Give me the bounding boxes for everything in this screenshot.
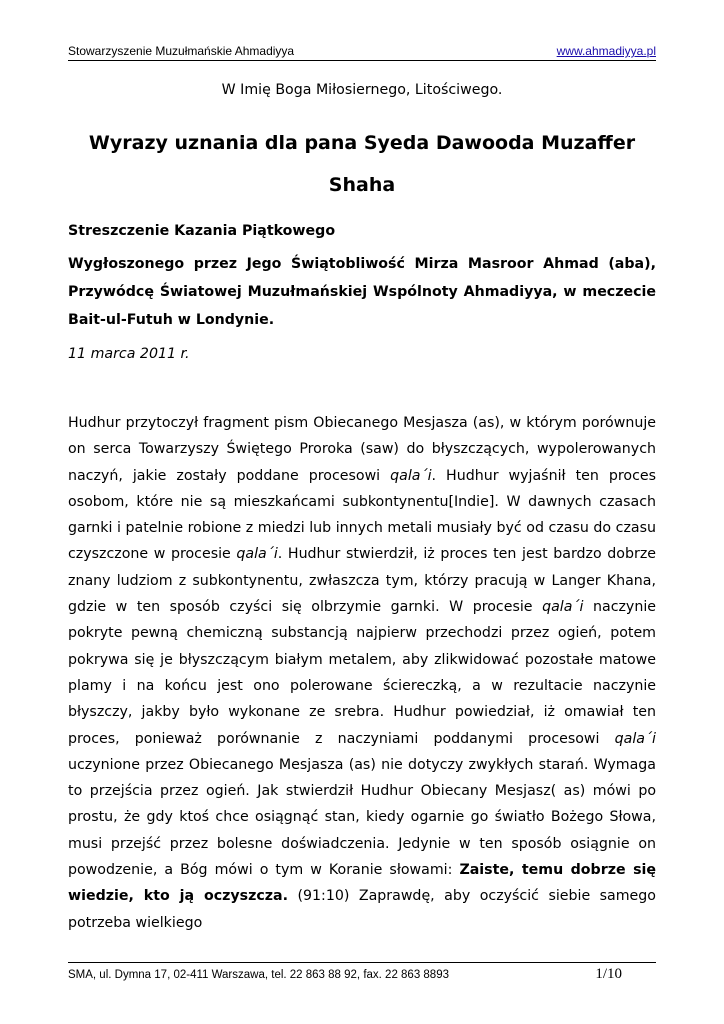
delivered-by: Wygłoszonego przez Jego Świątobliwość Mirza Masroor Ahmad (aba), Przywódcę Światowej Muzułmańskiej Wspólnoty Ahmadiyya, w meczecie Bait-ul-Futuh w Londynie. (68, 256, 656, 328)
body-text-segment: . Hudhur stwierdził, iż proces ten jest bardzo dobrze znany ludziom z subkontynentu, zwłaszcza tym, którzy pracują w Langer Khana, gdzie w ten sposób czyści się olbrzymie garnki. W procesie (68, 546, 656, 616)
body-text-segment: (91:10) Zaprawdę, aby oczyścić siebie samego potrzeba wielkiego (68, 888, 656, 931)
body-text-segment: Hudhur przytoczył fragment pism Obiecanego Mesjasza (as), w którym porównuje on serca Towarzyszy Świętego Proroka (saw) do błyszczących, wypolerowanych naczyń, jakie zostały poddane procesowi (68, 415, 656, 484)
term-qala-i: qala´i (542, 599, 584, 616)
page-header (68, 40, 656, 61)
term-qala-i: qala´i (614, 730, 656, 747)
header-website-link[interactable]: www.ahmadiyya.pl (556, 44, 656, 58)
body-text-segment: naczynie pokryte pewną chemiczną substancją najpierw przechodzi przez ogień, potem pokrywa się je błyszczącym białym metalem, aby zlikwidować pozostałe matowe plamy i na końcu jest ono polerowane ściereczką, a w rezultacie naczynie błyszczy, jakby było wykonane ze srebra. Hudhur powiedział, iż omawiał ten proces, ponieważ porównanie z naczyniami poddanymi procesowi (68, 599, 656, 747)
document-body (68, 80, 656, 936)
body-paragraph (68, 410, 656, 936)
page-footer (68, 962, 656, 989)
header-org-name: Stowarzyszenie Muzułmańskie Ahmadiyya (68, 44, 295, 58)
term-qala-i: qala´i (390, 467, 432, 484)
quran-quote: Zaiste, temu dobrze się wiedzie, kto ją oczyszcza. (68, 862, 656, 905)
footer-address: SMA, ul. Dymna 17, 02-411 Warszawa, tel. 22 863 88 92, fax. 22 863 8893 (68, 969, 449, 981)
bismillah-line: W Imię Boga Miłosiernego, Litościwego. (221, 82, 503, 98)
document-title: Wyrazy uznania dla pana Syeda Dawooda Muzaffer Shaha (88, 132, 636, 196)
document-subtitle: Streszczenie Kazania Piątkowego (68, 223, 336, 239)
page-number: 1/10 (595, 966, 622, 982)
term-qala-i: qala´i (236, 546, 278, 563)
body-text-segment: uczynione przez Obiecanego Mesjasza (as) nie dotyczy zwykłych starań. Wymaga to przejścia przez ogień. Jak stwierdził Hudhur Obiecany Mesjasz( as) mówi po prostu, że gdy ktoś chce osiągnąć stan, kiedy ogarnie go światło Bożego Słowa, musi przejść przez bolesne doświadczenia. Jedynie w ten sposób osiągnie on powodzenie, a Bóg mówi o tym w Koranie słowami: (68, 756, 656, 879)
document-date: 11 marca 2011 r. (68, 346, 190, 362)
body-text-segment: . Hudhur wyjaśnił ten proces osobom, które nie są mieszkańcami subkontynentu[Indie]. W dawnych czasach garnki i patelnie robione z miedzi lub innych metali musiały być od czasu do czasu czyszczone w procesie (68, 467, 656, 563)
